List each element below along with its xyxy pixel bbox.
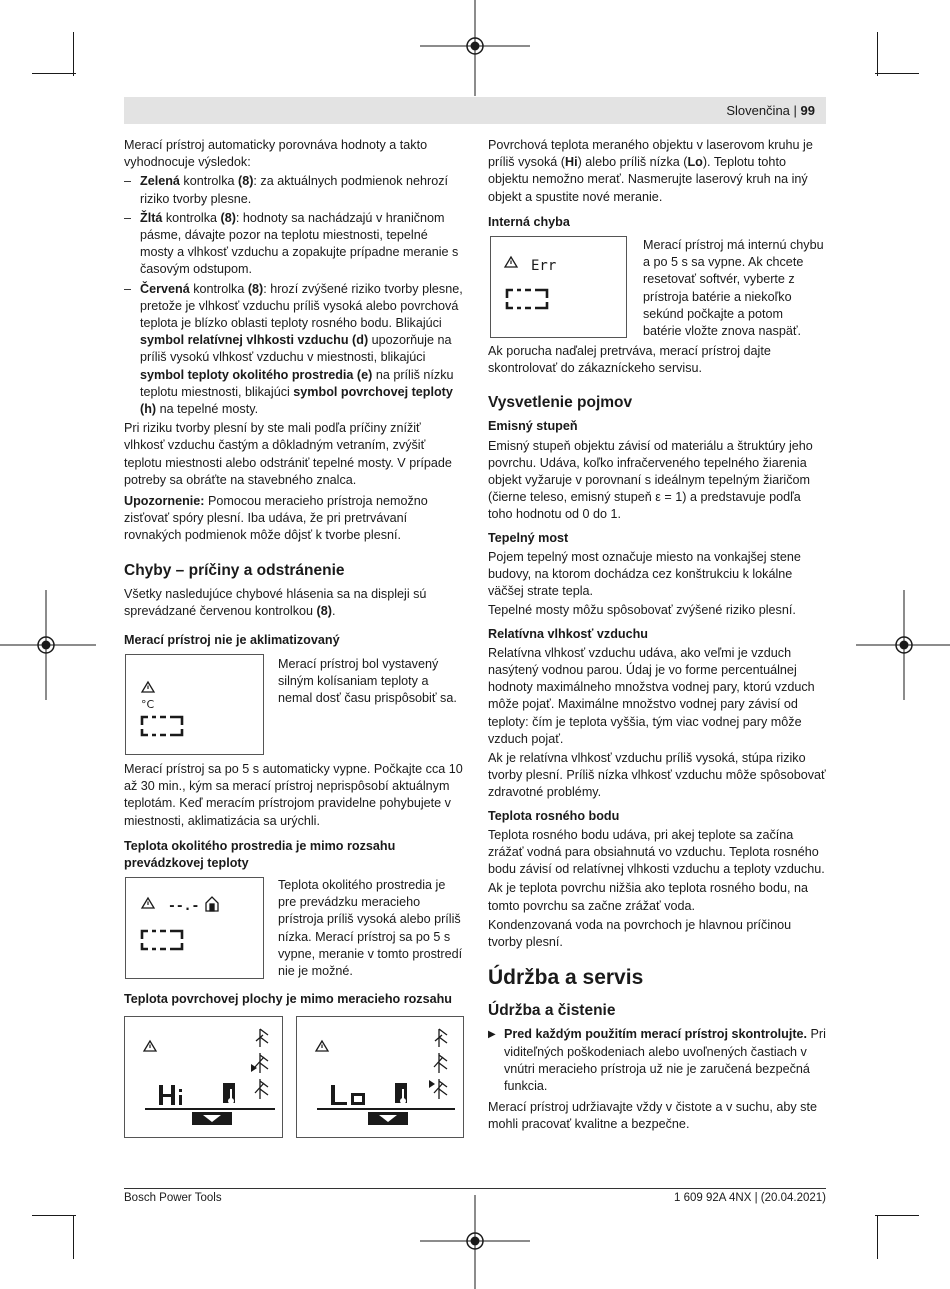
relative-humidity-text-1: Relatívna vlhkosť vzduchu udáva, ako veľmi je vzduch nasýtený vodnou parou. Údaj je vo forme percentuálnej hodnoty maximálneho množstva vodnej pary, ktorú vzduch môže pojať. Maximálne množstvo vodnej pary závisí od teploty: čím je teplota vyššia, tým viac vodnej pary môže vzduch pojať. xyxy=(488,645,815,746)
segment-blank-icon xyxy=(507,290,547,308)
footer-doc-number: 1 609 92A 4NX | (20.04.2021) xyxy=(674,1192,826,1204)
display-surface-hi xyxy=(124,1004,283,1138)
thermal-bridge-icon xyxy=(434,1029,447,1099)
crop-mark xyxy=(32,73,76,74)
warning-icon xyxy=(142,682,154,692)
thermal-bridge-text-1: Pojem tepelný most označuje miesto na vonkajšej stene budovy, na ktorom dochádza cez konštrukciu k lokálne väčšej strate tepla. xyxy=(488,549,801,599)
section-heading-cleaning: Údržba a čistenie xyxy=(488,1002,616,1020)
note-paragraph: Upozornenie: Pomocou meracieho prístroja nemožno zisťovať spóry plesní. Iba udáva, že pri pretrvávaní rovnakých podmienok môže dôjsť k tvorbe plesní. xyxy=(124,494,428,543)
segment-blank-icon xyxy=(142,931,182,949)
dew-point-text-2: Ak je teplota povrchu nižšia ako teplota rosného bodu, na tomto povrchu sa začne zrážať voda. xyxy=(488,881,808,913)
hi-text xyxy=(159,1085,182,1105)
crop-mark xyxy=(73,32,74,76)
list-item: – Žltá kontrolka (8): hodnoty sa nachádzajú v hraničnom pásme, dávajte pozor na teplotu miestnosti, tepelné mosty a vlhkosť vzduchu a zopakujte prípadne meranie s časovým odstupom. xyxy=(124,210,459,277)
list-item: – Zelená kontrolka (8): za aktuálnych podmienok nehrozí riziko tvorby plesne. xyxy=(124,174,449,206)
thermal-bridge-text-2: Tepelné mosty môžu spôsobovať zvýšené riziko plesní. xyxy=(488,603,796,618)
risk-paragraph: Pri riziku tvorby plesní by ste mali podľa príčiny znížiť vlhkosť vzduchu častým a dôkladným vetraním, zvýšiť teplotu miestnosti alebo odstrániť tepelné mosty. V prípade potreby sa obráťte na stavebného znalca. xyxy=(124,421,452,487)
list-item: ▶ Pred každým použitím merací prístroj skontrolujte. Pri viditeľných poškodeniach alebo uvoľnených častiach v vnútri meracieho prístroja už nie je zaručená bezpečná funkcia. xyxy=(488,1027,826,1093)
display-not-acclimatized xyxy=(125,654,264,755)
list-item: – Červená kontrolka (8): hrozí zvýšené riziko tvorby plesne, pretože je vlhkosť vzduchu príliš vysoká alebo povrchová teplota je blízko oblasti teploty rosného bodu. Blikajúci symbol relatívnej vlhkosti vzduchu (d) upozorňuje na príliš vysokú vlhkosť vzduchu v miestnosti, blikajúci symbol teploty okolitého prostredia (e) na príliš nízku teplotu miestnosti, blikajúci symbol povrchovej teploty (h) na tepelné mosty. xyxy=(124,281,463,417)
display-graphic xyxy=(297,1004,463,1137)
display-ambient-out-of-range xyxy=(125,877,264,979)
crop-mark xyxy=(32,1215,76,1216)
section-heading-errors: Chyby – príčiny a odstránenie xyxy=(124,561,345,579)
emissivity-heading: Emisný stupeň xyxy=(488,419,578,434)
thermal-bridge-heading: Tepelný most xyxy=(488,530,569,545)
crop-mark xyxy=(877,1215,878,1259)
internal-text: Ak porucha naďalej pretrváva, merací prístroj dajte skontrolovať do zákazníckeho servisu. xyxy=(488,344,771,376)
crop-mark xyxy=(73,1215,74,1259)
ambient-side-text: Teplota okolitého prostredia je pre prevádzku meracieho prístroja príliš vysoká alebo príliš nízka. Merací prístroj sa po 5 s vypne, meranie v tomto prostredí nie je možné. xyxy=(278,878,463,979)
thermometer-wall-icon xyxy=(395,1083,407,1104)
internal-side-text: Merací prístroj má internú chybu a po 5 s sa vypne. Ak chcete resetovať softvér, vyberte z prístroja batérie a niekoľko sekúnd počkajte a potom batérie vložte znova naspäť. xyxy=(643,238,824,339)
surface-explanation: Povrchová teplota meraného objektu v laserovom kruhu je príliš vysoká (Hi) alebo príliš nízka (Lo). Teplotu tohto objektu nemožno merať. Nasmerujte laserový kruh na iný objekt a spustite nové meranie. xyxy=(488,138,813,204)
ambient-heading: Teplota okolitého prostredia je mimo rozsahu prevádzkovej teploty xyxy=(124,839,396,871)
display-graphic xyxy=(125,1004,282,1137)
crop-mark xyxy=(875,1215,919,1216)
relative-humidity-text-2: Ak je relatívna vlhkosť vzduchu príliš vysoká, stúpa riziko tvorby plesní. Príliš nízka vlhkosť vzduchu môže spôsobovať zdravotné problémy. xyxy=(488,751,826,800)
acclim-text: Merací prístroj sa po 5 s automaticky vypne. Počkajte cca 10 až 30 min., kým sa merací prístroj neprispôsobí aktuálnym teplotám. Keď meracím prístrojom pravidelne pohybujete v miestnosti, aklimatizácia sa urýchli. xyxy=(124,762,463,828)
emissivity-text: Emisný stupeň objektu závisí od materiálu a štruktúry jeho povrchu. Udáva, koľko infračerveného tepelného žiarenia objekt vyžaruje v porovnaní s ideálnym tepelným žiaričom (čierne teleso, emisný stupeň ε = 1) a predstavuje podľa toho hodnotu od 0 do 1. xyxy=(488,438,813,522)
errors-intro: Všetky nasledujúce chybové hlásenia sa na displeji sú sprevádzané červenou kontrolkou (8). xyxy=(124,586,427,618)
svg-text:Hi: Hi xyxy=(125,1004,141,1021)
intro-text: Merací prístroj automaticky porovnáva hodnoty a takto vyhodnocuje výsledok: xyxy=(124,138,428,170)
thermometer-wall-icon xyxy=(223,1083,235,1104)
right-column-main xyxy=(488,343,826,1136)
registration-mark-top xyxy=(420,0,530,96)
dew-point-text-3: Kondenzovaná voda na povrchoch je hlavnou príčinou tvorby plesní. xyxy=(488,917,792,950)
registration-mark-left xyxy=(0,590,96,700)
page-number: 99 xyxy=(800,103,815,118)
warning-icon xyxy=(142,898,154,908)
surface-heading: Teplota povrchovej plochy je mimo meracieho rozsahu xyxy=(124,992,452,1006)
warning-icon xyxy=(316,1041,328,1051)
segment-blank-icon xyxy=(142,717,182,735)
internal-error-heading: Interná chyba xyxy=(488,214,570,229)
display-internal-error xyxy=(490,236,627,338)
header-language: Slovenčina xyxy=(726,103,790,118)
page-header: Slovenčina | 99 xyxy=(726,103,815,118)
registration-mark-bottom xyxy=(420,1195,530,1289)
lo-text xyxy=(331,1085,365,1105)
crop-mark xyxy=(877,32,878,76)
right-column-top xyxy=(488,137,826,233)
section-heading-maintenance: Údržba a servis xyxy=(488,966,644,990)
display-surface-lo xyxy=(296,1004,464,1138)
svg-text:Lo: Lo xyxy=(297,1004,315,1021)
header-bar xyxy=(124,97,826,124)
cleaning-text: Merací prístroj udržiavajte vždy v čistote a v suchu, aby ste mohli pracovať kvalitne a bezpečne. xyxy=(488,1100,817,1132)
left-column xyxy=(124,137,464,622)
house-icon xyxy=(206,897,218,911)
footer-rule xyxy=(124,1188,826,1189)
registration-mark-right xyxy=(856,590,950,700)
footer-brand: Bosch Power Tools xyxy=(124,1192,222,1204)
thermal-bridge-icon xyxy=(255,1029,268,1099)
pointer-arrow-icon xyxy=(429,1080,435,1088)
warning-icon xyxy=(505,257,517,267)
display-graphic xyxy=(126,878,263,978)
warning-icon xyxy=(144,1041,156,1051)
display-graphic xyxy=(126,655,263,754)
display-graphic xyxy=(491,237,626,337)
err-text: Err xyxy=(531,258,557,274)
dew-point-text-1: Teplota rosného bodu udáva, pri akej teplote sa začína zrážať vodná para obsiahnutá vo vzduchu. Teplota rosného bodu závisí od relatívnej vlhkosti vzduchu a teploty vzduchu. xyxy=(488,827,825,877)
relative-humidity-heading: Relatívna vlhkosť vzduchu xyxy=(488,626,648,641)
dew-point-heading: Teplota rosného bodu xyxy=(488,808,620,823)
celsius-symbol: °C xyxy=(141,698,155,711)
acclim-heading: Merací prístroj nie je aklimatizovaný xyxy=(124,633,340,647)
section-heading-terms: Vysvetlenie pojmov xyxy=(488,394,633,412)
ambient-reading: --.- xyxy=(168,899,200,914)
acclim-side-text: Merací prístroj bol vystavený silným kolísaniam teploty a nemal dosť času prispôsobiť sa. xyxy=(278,657,457,706)
crop-mark xyxy=(875,73,919,74)
